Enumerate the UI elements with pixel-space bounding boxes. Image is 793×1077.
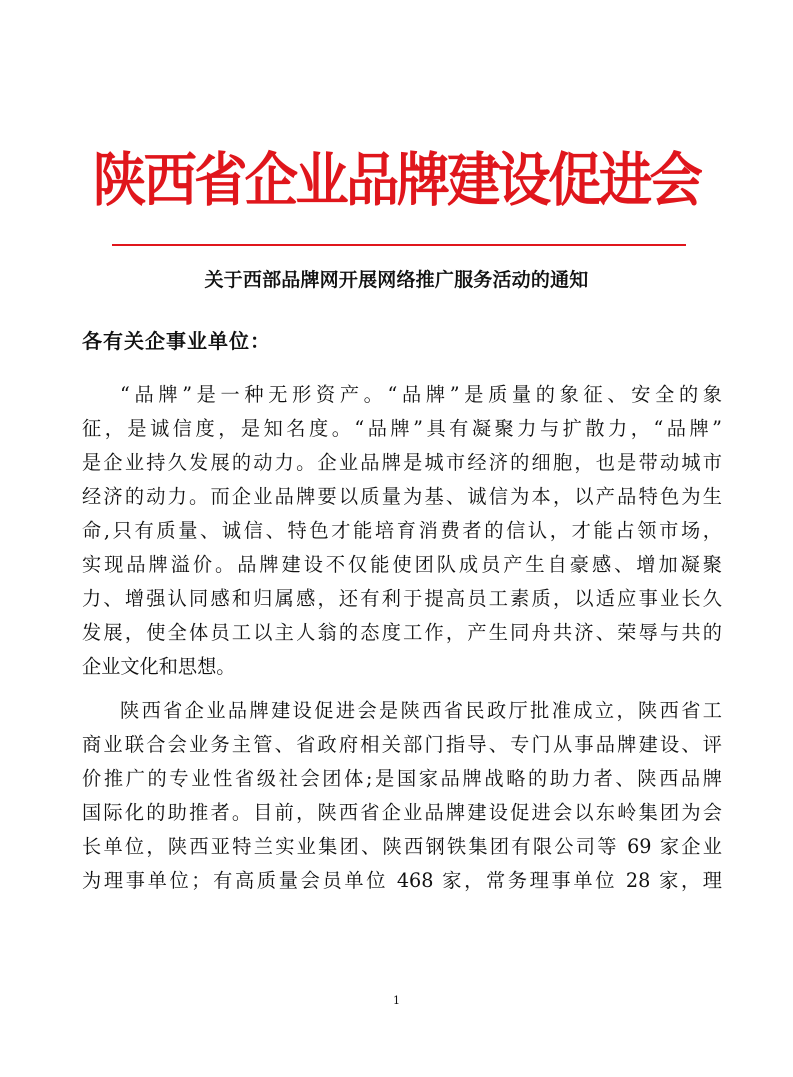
paragraph-2-line-6: 为理事单位；有高质量会员单位 468 家，常务理事单位 28 家，理 (82, 869, 722, 892)
paragraph-1-line-1: “品牌”是一种无形资产。“品牌”是质量的象征、安全的象 (120, 383, 722, 406)
paragraph-2-line-4: 国际化的助推者。目前，陕西省企业品牌建设促进会以东岭集团为会 (82, 801, 722, 824)
paragraph-1-line-4: 经济的动力。而企业品牌要以质量为基、诚信为本，以产品特色为生 (82, 485, 722, 508)
paragraph-1-line-6: 实现品牌溢价。品牌建设不仅能使团队成员产生自豪感、增加凝聚 (82, 553, 722, 576)
page-number: 1 (393, 994, 400, 1007)
paragraph-2-line-2: 商业联合会业务主管、省政府相关部门指导、专门从事品牌建设、评 (82, 733, 722, 756)
paragraph-1-line-2: 征，是诚信度，是知名度。“品牌”具有凝聚力与扩散力，“品牌” (82, 417, 722, 440)
notice-title: 关于西部品牌网开展网络推广服务活动的通知 (204, 269, 589, 291)
paragraph-2-line-5: 长单位，陕西亚特兰实业集团、陕西钢铁集团有限公司等 69 家企业 (82, 835, 722, 858)
paragraph-1-line-8: 发展，使全体员工以主人翁的态度工作，产生同舟共济、荣辱与共的 (82, 621, 722, 644)
paragraph-1-line-5: 命,只有质量、诚信、特色才能培育消费者的信认，才能占领市场， (82, 519, 722, 542)
paragraph-1-line-3: 是企业持久发展的动力。企业品牌是城市经济的细胞，也是带动城市 (82, 451, 722, 474)
red-divider-line (112, 244, 686, 246)
paragraph-1-line-9: 企业文化和思想。 (82, 655, 236, 678)
notice-body (82, 378, 722, 898)
paragraph-1-line-7: 力、增强认同感和归属感，还有利于提高员工素质，以适应事业长久 (82, 587, 722, 610)
paragraph-2-line-1: 陕西省企业品牌建设促进会是陕西省民政厅批准成立，陕西省工 (120, 699, 722, 722)
organization-title: 陕西省企业品牌建设促进会 (92, 146, 701, 214)
salutation: 各有关企事业单位： (82, 329, 271, 353)
paragraph-2-line-3: 价推广的专业性省级社会团体;是国家品牌战略的助力者、陕西品牌 (82, 767, 722, 790)
